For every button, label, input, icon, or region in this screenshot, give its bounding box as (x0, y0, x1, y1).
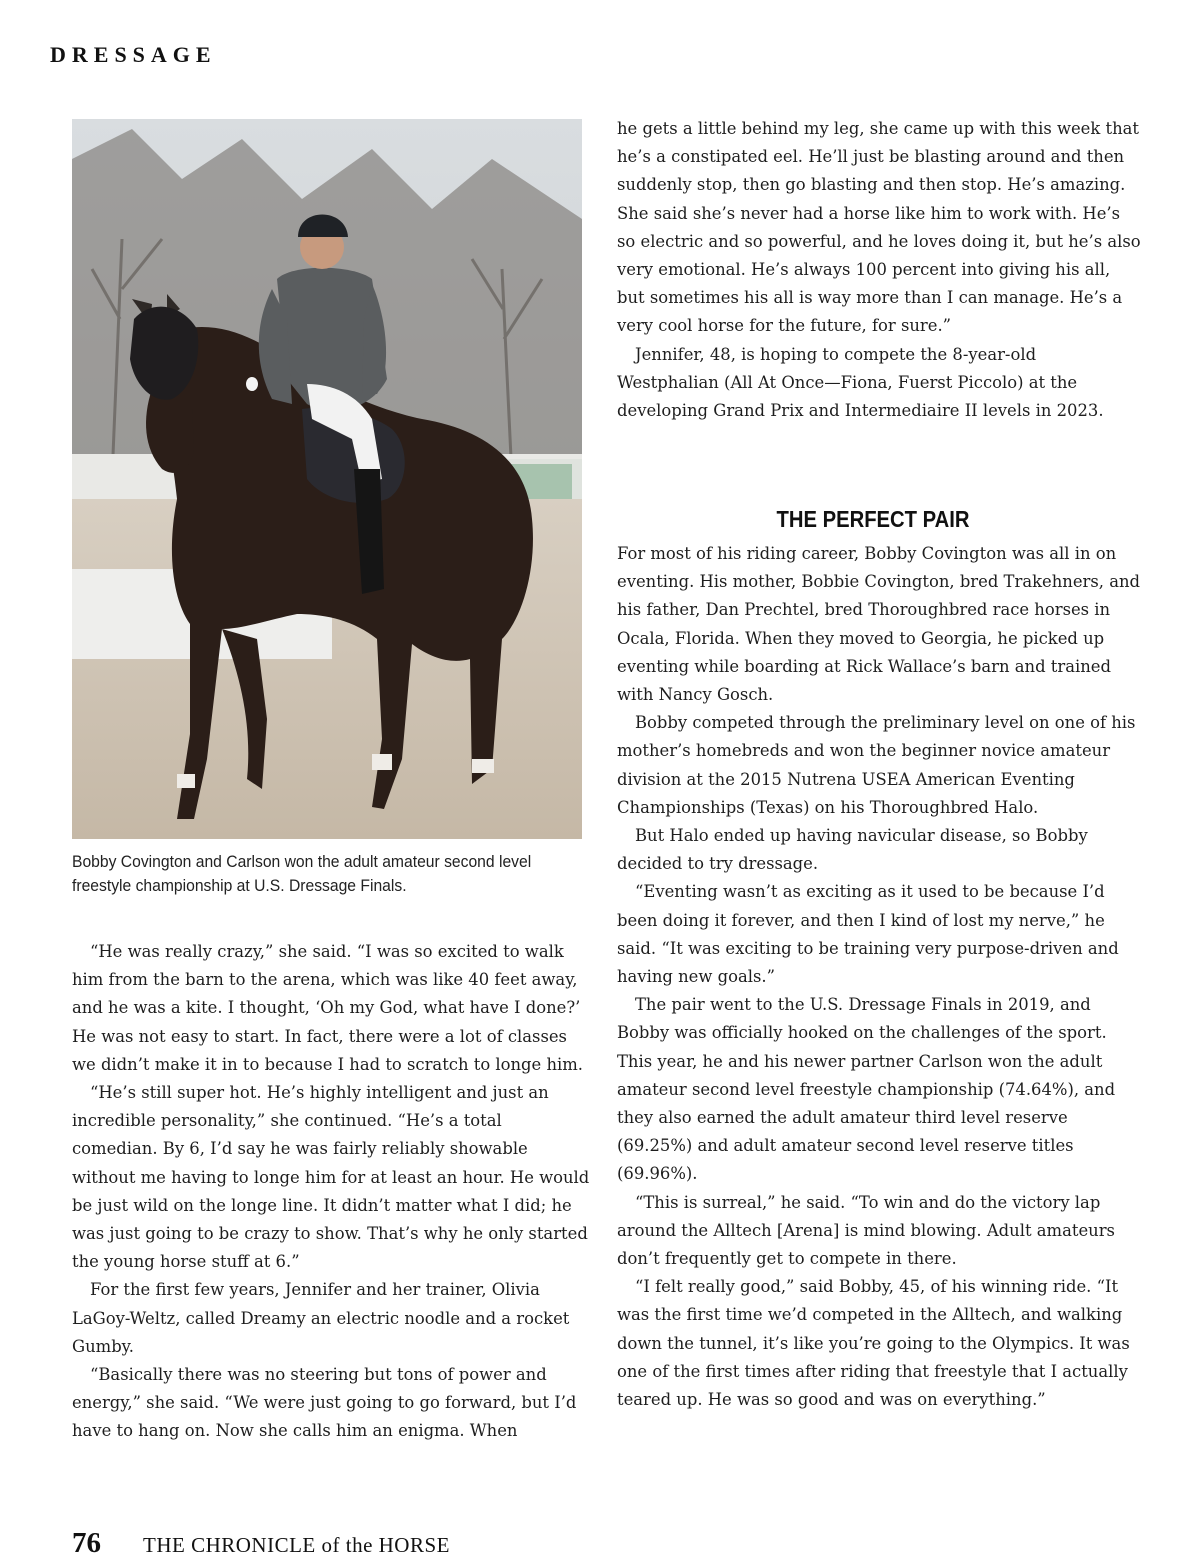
paragraph: “He was really crazy,” she said. “I was so excited to walk him from the barn to the arena, which was like 40 feet away, and he was a kite. I thought, ‘Oh my God, what have I done?’ He was not easy to start. In fact, there were a lot of classes we didn’t make it in to because I had to scratch to longe him. (72, 942, 584, 1074)
paragraph: he gets a little behind my leg, she came up with this week that he’s a constipated eel. He’ll just be blasting around and then suddenly stop, then go blasting and then stop. He’s amazing. She said she’s never had a horse like him to work with. He’s so electric and so powerful, and he loves doing it, but he’s also very emotional. He’s always 100 percent into giving his all, but sometimes his all is way more than I can manage. He’s a very cool horse for the future, for sure.” (617, 119, 1141, 336)
left-column (72, 938, 590, 1446)
photo-caption: Bobby Covington and Carlson won the adult amateur second level freestyle championship at U.S. Dressage Finals. (72, 853, 532, 895)
paragraph: But Halo ended up having navicular disease, so Bobby decided to try dressage. (617, 826, 1088, 874)
right-column-bottom (617, 540, 1142, 1414)
page-number: 76 (72, 1527, 101, 1559)
paragraph: For most of his riding career, Bobby Covington was all in on eventing. His mother, Bobbie Covington, bred Trakehners, and his father, Dan Prechtel, bred Thoroughbred race horses in Ocala, Florida. When they moved to Georgia, he picked up eventing while boarding at Rick Wallace’s barn and trained with Nancy Gosch. (617, 544, 1141, 705)
paragraph: For the first few years, Jennifer and her trainer, Olivia LaGoy-Weltz, called Dreamy an electric noodle and a rocket Gumby. (72, 1280, 570, 1356)
section-label: DRESSAGE (50, 42, 217, 67)
paragraph: “Basically there was no steering but tons of power and energy,” she said. “We were just going to go forward, but I’d have to hang on. Now she calls him an enigma. When (72, 1365, 577, 1441)
paragraph: “Eventing wasn’t as exciting as it used to be because I’d been doing it forever, and then I kind of lost my nerve,” he said. “It was exciting to be training very purpose-driven and having new goals.” (617, 882, 1119, 987)
right-column-top (617, 115, 1142, 425)
paragraph: “I felt really good,” said Bobby, 45, of his winning ride. “It was the first time we’d competed in the Alltech, and walking down the tunnel, it’s like you’re going to the Olympics. It was one of the first times after riding that freestyle that I actually teared up. He was so good and was on everything.” (617, 1277, 1130, 1410)
paragraph: “He’s still super hot. He’s highly intelligent and just an incredible personality,” she continued. “He’s a total comedian. By 6, I’d say he was fairly reliably showable without me having to longe him for at least an hour. He would be just wild on the longe line. It didn’t matter what I did; he was just going to be crazy to show. That’s why he only started the young horse stuff at 6.” (72, 1083, 590, 1272)
paragraph: Jennifer, 48, is hoping to compete the 8-year-old Westphalian (All At Once—Fiona, Fuerst Piccolo) at the developing Grand Prix and Intermediaire II levels in 2023. (617, 344, 1104, 421)
section-subhead: THE PERFECT PAIR (776, 506, 970, 532)
magazine-logo: THE CHRONICLE of the HORSE (143, 1533, 450, 1557)
rider-horse-photo (72, 119, 582, 839)
paragraph: “This is surreal,” he said. “To win and do the victory lap around the Alltech [Arena] is mind blowing. Adult amateurs don’t frequently get to compete in there. (617, 1192, 1115, 1269)
paragraph: Bobby competed through the preliminary level on one of his mother’s homebreds and won the beginner novice amateur division at the 2015 Nutrena USEA American Eventing Championships (Texas) on his Thoroughbred Halo. (617, 713, 1136, 817)
paragraph: The pair went to the U.S. Dressage Finals in 2019, and Bobby was officially hooked on the challenges of the sport. This year, he and his newer partner Carlson won the adult amateur second level freestyle championship (74.64%), and they also earned the adult amateur third level reserve (69.25%) and adult amateur second level reserve titles (69.96%). (617, 995, 1116, 1184)
